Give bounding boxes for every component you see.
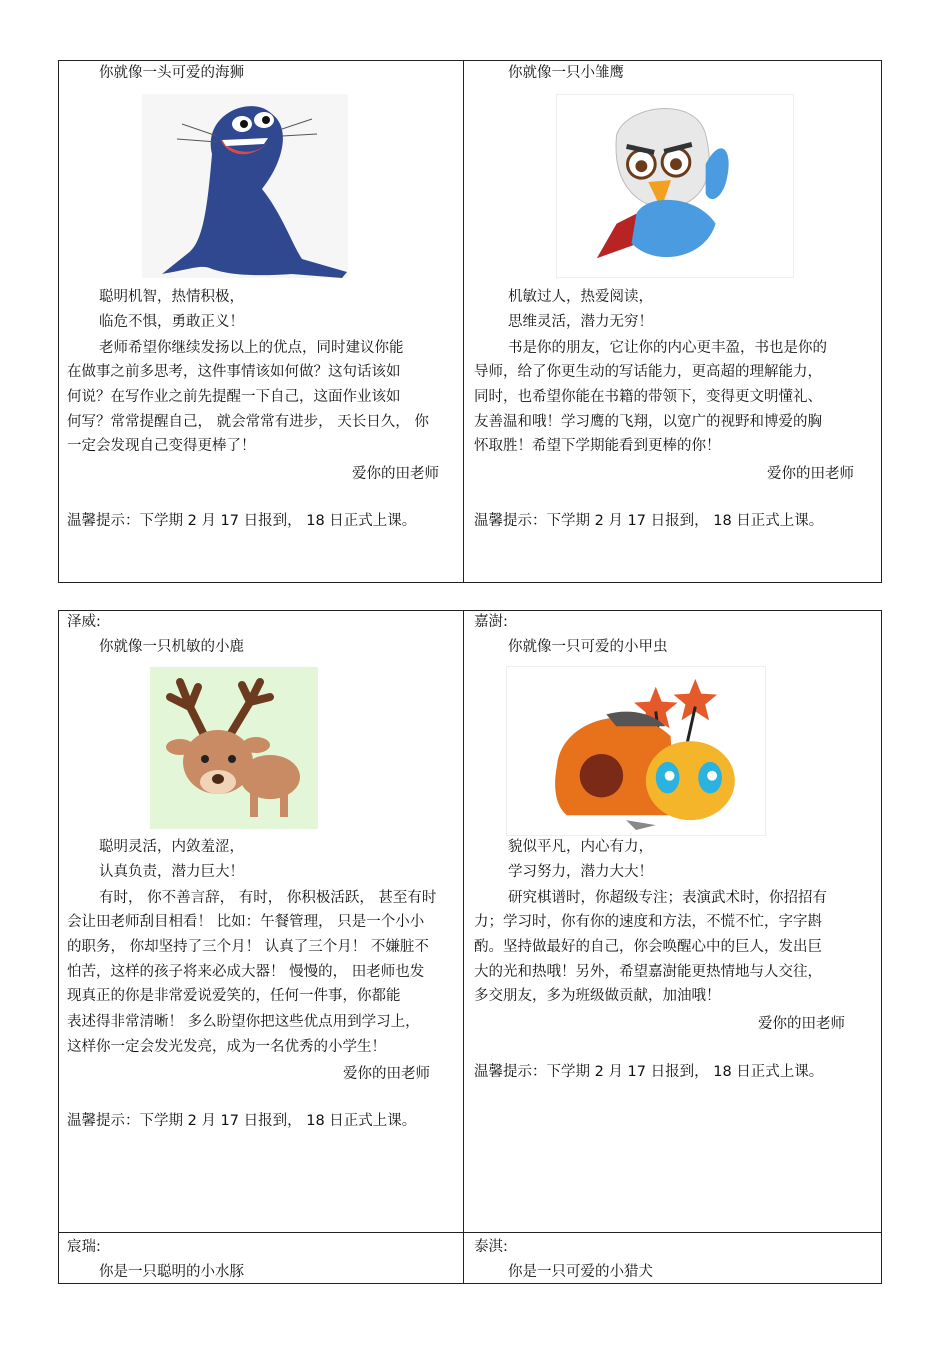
student-name: 泰淇: bbox=[474, 1239, 508, 1255]
card-trait-2: 学习努力，潜力大大！ bbox=[508, 864, 653, 880]
eaglet-image bbox=[556, 94, 794, 278]
card-body-line: 酌。坚持做最好的自己，你会唤醒心中的巨人，发出巨 bbox=[474, 939, 822, 955]
card-signature: 爱你的田老师 bbox=[352, 466, 439, 482]
card-body-line: 多交朋友，多为班级做贡献，加油哦！ bbox=[474, 988, 721, 1004]
comment-card-beetle bbox=[463, 610, 882, 1233]
beetle-image bbox=[506, 666, 766, 836]
card-signature: 爱你的田老师 bbox=[767, 466, 854, 482]
card-intro: 你就像一头可爱的海狮 bbox=[99, 65, 244, 81]
card-trait-1: 聪明机智，热情积极， bbox=[99, 289, 244, 305]
card-body-line: 导师，给了你更生动的写话能力，更高超的理解能力， bbox=[474, 364, 822, 380]
card-body-line: 一定会发现自己变得更棒了！ bbox=[67, 438, 256, 454]
comment-card-capybara bbox=[58, 1232, 464, 1284]
card-tip: 温馨提示：下学期 2 月 17 日报到， 18 日正式上课。 bbox=[474, 513, 824, 529]
sea-lion-image bbox=[142, 94, 348, 278]
card-body-line: 会让田老师刮目相看！ 比如：午餐管理， 只是一个小小 bbox=[67, 914, 425, 930]
deer-image bbox=[150, 667, 318, 829]
card-tip: 温馨提示：下学期 2 月 17 日报到， 18 日正式上课。 bbox=[67, 513, 417, 529]
card-signature: 爱你的田老师 bbox=[343, 1066, 430, 1082]
card-body-line: 这样你一定会发光发亮，成为一名优秀的小学生！ bbox=[67, 1039, 386, 1055]
card-body-line: 表述得非常清晰！ 多么盼望你把这些优点用到学习上， bbox=[67, 1014, 420, 1030]
card-body-line: 在做事之前多思考，这件事情该如何做？这句话该如 bbox=[67, 364, 401, 380]
card-intro: 你就像一只小雏鹰 bbox=[508, 65, 624, 81]
card-tip: 温馨提示：下学期 2 月 17 日报到， 18 日正式上课。 bbox=[474, 1064, 824, 1080]
card-body-line: 友善温和哦！学习鹰的飞翔，以宽广的视野和博爱的胸 bbox=[474, 414, 822, 430]
card-body-line: 怕苦，这样的孩子将来必成大器！ 慢慢的， 田老师也发 bbox=[67, 964, 425, 980]
student-name: 嘉澍: bbox=[474, 614, 508, 630]
card-body-line: 有时， 你不善言辞， 有时， 你积极活跃， 甚至有时 bbox=[99, 890, 437, 906]
card-trait-1: 聪明灵活，内敛羞涩， bbox=[99, 839, 244, 855]
card-body-line: 大的光和热哦！另外，希望嘉澍能更热情地与人交往， bbox=[474, 964, 822, 980]
card-trait-2: 思维灵活，潜力无穷！ bbox=[508, 314, 653, 330]
sea-lion-icon bbox=[142, 94, 348, 278]
card-trait-2: 临危不惧，勇敢正义！ bbox=[99, 314, 244, 330]
card-body-line: 同时，也希望你能在书籍的带领下，变得更文明懂礼、 bbox=[474, 389, 822, 405]
card-trait-2: 认真负责，潜力巨大！ bbox=[99, 864, 244, 880]
card-intro: 你就像一只机敏的小鹿 bbox=[99, 639, 244, 655]
card-body-line: 书是你的朋友，它让你的内心更丰盈，书也是你的 bbox=[508, 340, 827, 356]
card-trait-1: 机敏过人，热爱阅读， bbox=[508, 289, 653, 305]
comment-card-beagle bbox=[463, 1232, 882, 1284]
comment-card-sea-lion bbox=[58, 60, 464, 583]
card-intro: 你是一只可爱的小猎犬 bbox=[508, 1264, 653, 1280]
card-body-line: 何说？在写作业之前先提醒一下自己，这面作业该如 bbox=[67, 389, 401, 405]
eaglet-icon bbox=[557, 95, 793, 277]
comment-card-eaglet bbox=[463, 60, 882, 583]
card-body-line: 现真正的你是非常爱说爱笑的，任何一件事，你都能 bbox=[67, 988, 401, 1004]
deer-icon bbox=[150, 667, 318, 829]
comment-card-deer bbox=[58, 610, 464, 1233]
card-body-line: 老师希望你继续发扬以上的优点，同时建议你能 bbox=[99, 340, 404, 356]
card-body-line: 何写？常常提醒自己， 就会常常有进步， 天长日久， 你 bbox=[67, 414, 429, 430]
card-body-line: 怀取胜！希望下学期能看到更棒的你！ bbox=[474, 438, 721, 454]
card-body-line: 的职务， 你却坚持了三个月！ 认真了三个月！ 不嫌脏不 bbox=[67, 939, 429, 955]
card-body-line: 力；学习时，你有你的速度和方法，不慌不忙，字字斟 bbox=[474, 914, 822, 930]
student-name: 宸瑞: bbox=[67, 1239, 101, 1255]
beetle-icon bbox=[507, 667, 765, 835]
card-signature: 爱你的田老师 bbox=[758, 1016, 845, 1032]
student-name: 泽威: bbox=[67, 614, 101, 630]
card-trait-1: 貌似平凡，内心有力， bbox=[508, 839, 653, 855]
card-intro: 你是一只聪明的小水豚 bbox=[99, 1264, 244, 1280]
card-body-line: 研究棋谱时，你超级专注；表演武术时，你招招有 bbox=[508, 890, 827, 906]
card-intro: 你就像一只可爱的小甲虫 bbox=[508, 639, 668, 655]
card-tip: 温馨提示：下学期 2 月 17 日报到， 18 日正式上课。 bbox=[67, 1113, 417, 1129]
